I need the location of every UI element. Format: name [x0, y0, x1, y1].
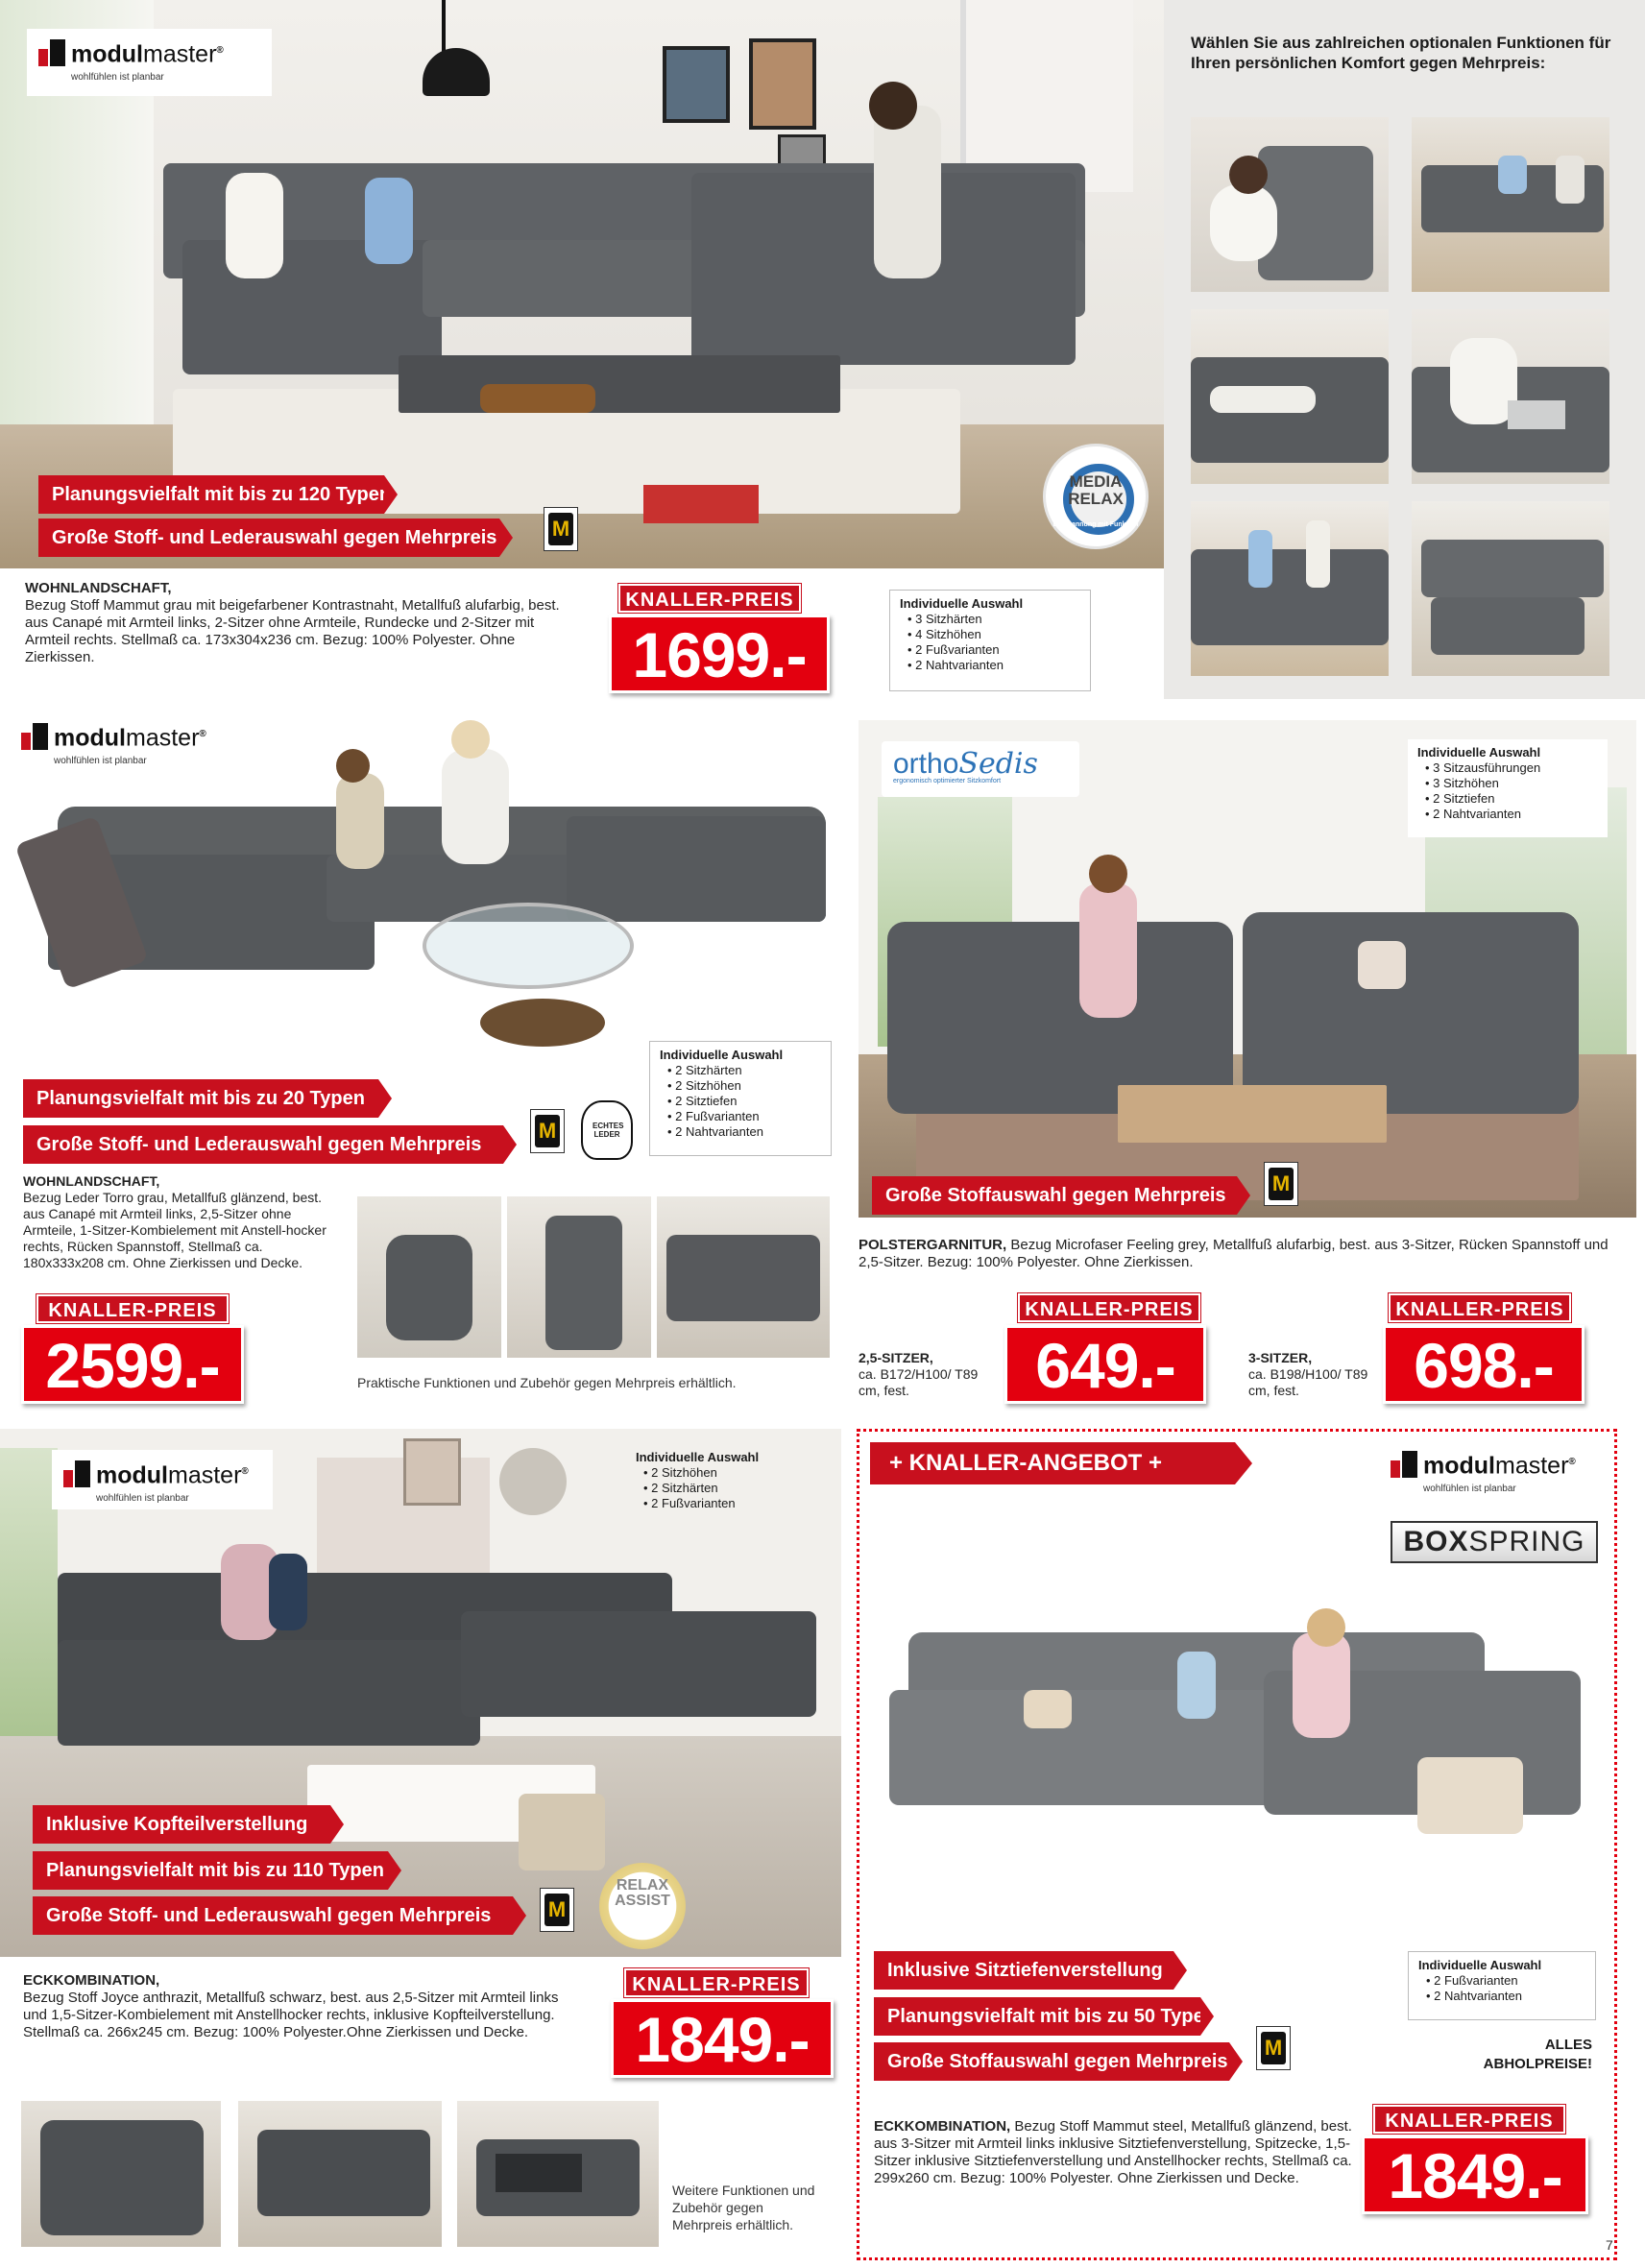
bottom-left-description [23, 1972, 580, 2041]
brand-name-bold: modul [71, 40, 143, 68]
bottom-left-info-item: • 2 Fußvarianten [643, 1496, 809, 1511]
bottom-left-thumb-storage [457, 2101, 659, 2247]
brand-name-light: master [126, 724, 200, 752]
mid-left-price-label: KNALLER-PREIS [36, 1294, 229, 1323]
brand-name-light: master [168, 1461, 242, 1489]
orthosedis-logo [882, 741, 1079, 797]
mid-right-price1-value: 649.- [1004, 1325, 1206, 1404]
leather-badge [581, 1100, 633, 1160]
boxspring-logo [1391, 1521, 1598, 1563]
mid-left-price-value: 2599.- [21, 1325, 244, 1404]
mid-right-description [859, 1237, 1617, 1271]
boxspring-b: SPRING [1468, 1526, 1585, 1557]
orthosedis-logo-b: Sedis [958, 747, 1038, 781]
bottom-right-info-title: Individuelle Auswahl [1418, 1958, 1542, 1972]
mid-right-info-item: • 2 Nahtvarianten [1425, 807, 1598, 822]
brand-registered: ® [216, 45, 224, 56]
modulmaster-mark-icon [21, 723, 48, 750]
option-thumb-family [1191, 501, 1389, 676]
brand-registered: ® [199, 729, 206, 739]
top-price-value: 1699.- [609, 615, 830, 693]
top-info-item: • 2 Nahtvarianten [907, 658, 1080, 673]
bottom-left-bar-3: Große Stoff- und Lederauswahl gegen Mehrpreis [33, 1896, 513, 1935]
top-info-item: • 2 Fußvarianten [907, 642, 1080, 658]
brand-tagline: wohlfühlen ist planbar [96, 1493, 189, 1505]
top-info-box [889, 590, 1091, 691]
option-thumb-table [1412, 309, 1609, 484]
orthosedis-logo-a: ortho [893, 748, 959, 780]
mid-right-item1-desc: ca. B172/H100/ T89 cm, fest. [859, 1366, 979, 1398]
bottom-left-price-label: KNALLER-PREIS [624, 1968, 809, 1997]
bottom-left-info-title: Individuelle Auswahl [636, 1450, 760, 1464]
bottom-left-bar-1: Inklusive Kopfteilverstellung [33, 1805, 330, 1844]
brand-tagline: wohlfühlen ist planbar [71, 72, 164, 84]
modulmaster-logo [27, 29, 272, 96]
mid-left-thumb-back [507, 1196, 651, 1358]
modulmaster-logo [1391, 1450, 1576, 1494]
mid-right-info-box [1408, 739, 1608, 837]
mid-right-price2-label: KNALLER-PREIS [1389, 1293, 1571, 1322]
bottom-right-bar-2: Planungsvielfalt mit bis zu 50 Typen [874, 1997, 1200, 2036]
mid-right-price1-label: KNALLER-PREIS [1018, 1293, 1200, 1322]
modulmaster-mark-icon [38, 39, 65, 66]
mid-right-title: POLSTERGARNITUR, [859, 1237, 1007, 1253]
bottom-left-desc-text: Bezug Stoff Joyce anthrazit, Metallfuß schwarz, best. aus 2,5-Sitzer mit Armteil links und 1,5-Sitzer-Kombielement mit Anstellhocker rechts, inklusive Kopfteilverstellung. Stellmaß ca. 266x245 cm. Bezug: 100% Polyester.Ohne Zierkissen und Decke. [23, 1990, 559, 2040]
bottom-left-info-item: • 2 Sitzhöhen [643, 1465, 809, 1481]
brand-name-light: master [143, 40, 217, 68]
mid-right-item1-title: 2,5-SITZER, [859, 1350, 933, 1365]
top-bar-2: Große Stoff- und Lederauswahl gegen Mehrpreis [38, 519, 499, 557]
option-thumb-recliner [1412, 117, 1609, 292]
option-thumb-ottoman [1412, 501, 1609, 676]
bottom-right-desc-text: Bezug Stoff Mammut steel, Metallfuß glänzend, best. aus 3-Sitzer mit Armteil links inklusive Sitztiefenverstellung, Spitzecke, 1,5-Sitzer inklusive Sitztiefenverstellung und Anstellhocker rechts, Stellmaß ca. 299x260 cm. Bezug: 100% Polyester. Ohne Zierkissen und Decke. [874, 2118, 1352, 2186]
quality-badge: M [530, 1109, 565, 1153]
mid-left-info-box [649, 1041, 832, 1156]
boxspring-a: BOX [1403, 1526, 1469, 1557]
bottom-right-bar-1: Inklusive Sitztiefenverstellung [874, 1951, 1173, 1990]
option-thumb-headrest [1191, 117, 1389, 292]
media-relax-line1: MEDIA [1069, 472, 1123, 491]
brand-name-light: master [1495, 1452, 1569, 1480]
brand-name-bold: modul [96, 1461, 168, 1489]
mid-right-price2-value: 698.- [1383, 1325, 1585, 1404]
mid-left-info-item: • 2 Sitztiefen [667, 1094, 821, 1109]
mid-right-info-item: • 2 Sitztiefen [1425, 791, 1598, 807]
top-bar-1: Planungsvielfalt mit bis zu 120 Typen [38, 475, 384, 514]
media-relax-line2: RELAX [1068, 490, 1124, 508]
bottom-left-thumb-headrest [21, 2101, 221, 2247]
bottom-right-price-value: 1849.- [1362, 2135, 1588, 2214]
page-number: 7 [1606, 2237, 1613, 2253]
option-thumb-relax [1191, 309, 1389, 484]
mid-right-item2-desc: ca. B198/H100/ T89 cm, fest. [1248, 1366, 1368, 1398]
brand-name-bold: modul [54, 724, 126, 752]
relax-assist-line2: ASSIST [615, 1893, 670, 1909]
brand-name-bold: modul [1423, 1452, 1495, 1480]
brand-registered: ® [1568, 1457, 1576, 1467]
quality-badge: M [544, 507, 578, 551]
bottom-left-title: ECKKOMBINATION, [23, 1972, 160, 1989]
quality-badge: M [540, 1888, 574, 1932]
bottom-left-price-value: 1849.- [611, 1999, 834, 2078]
bottom-right-price-label: KNALLER-PREIS [1373, 2105, 1565, 2134]
bottom-left-bar-2: Planungsvielfalt mit bis zu 110 Typen [33, 1851, 388, 1890]
mid-right-info-item: • 3 Sitzhöhen [1425, 776, 1598, 791]
top-info-title: Individuelle Auswahl [900, 596, 1024, 611]
mid-left-caption: Praktische Funktionen und Zubehör gegen Mehrpreis erhältlich. [357, 1375, 737, 1390]
bottom-right-bar-3: Große Stoffauswahl gegen Mehrpreis [874, 2042, 1229, 2081]
modulmaster-mark-icon [1391, 1451, 1417, 1478]
knaller-angebot-banner [870, 1442, 1235, 1484]
media-relax-badge [1043, 444, 1149, 549]
bottom-left-info-box [626, 1444, 818, 1531]
mid-left-info-item: • 2 Nahtvarianten [667, 1124, 821, 1140]
bottom-right-info-box [1408, 1951, 1596, 2020]
bottom-right-title: ECKKOMBINATION, [874, 2118, 1011, 2135]
knaller-angebot-text: + KNALLER-ANGEBOT + [889, 1450, 1163, 1476]
top-price-label: KNALLER-PREIS [618, 584, 801, 613]
bottom-right-sofa-photo [860, 1575, 1613, 1911]
bottom-right-info-item: • 2 Fußvarianten [1426, 1973, 1585, 1989]
quality-badge: M [1256, 2026, 1291, 2070]
bottom-right-info-item: • 2 Nahtvarianten [1426, 1989, 1585, 2004]
mid-right-info-item: • 3 Sitzausführungen [1425, 760, 1598, 776]
brand-tagline: wohlfühlen ist planbar [54, 756, 147, 767]
top-desc-text: Bezug Stoff Mammut grau mit beigefarbener Kontrastnaht, Metallfuß alufarbig, best. aus Canapé mit Armteil links, 2-Sitzer ohne Armteile, Rundecke und 2-Sitzer mit Armteil rechts. Stellmaß ca. 173x304x236 cm. Bezug: 100% Polyester. Ohne Zierkissen. [25, 597, 560, 665]
mid-left-thumb-relax [657, 1196, 830, 1358]
relax-assist-badge [599, 1863, 686, 1949]
mid-left-thumb-headrest [357, 1196, 501, 1358]
quality-badge: M [1264, 1162, 1298, 1206]
top-title: WOHNLANDSCHAFT, [25, 580, 172, 596]
modulmaster-logo [52, 1450, 273, 1509]
top-info-item: • 3 Sitzhärten [907, 612, 1080, 627]
mid-left-desc-text: Bezug Leder Torro grau, Metallfuß glänzend, best. aus Canapé mit Armteil links, 2,5-Sitzer ohne Armteile, 1-Sitzer-Kombielement mit Anstell-hocker rechts, Rücken Spannstoff, Stellmaß ca. 180x333x208 cm. Ohne Zierkissen und Decke. [23, 1190, 327, 1270]
mid-right-item2-title: 3-SITZER, [1248, 1350, 1313, 1365]
orthosedis-logo-sub: ergonomisch optimierter Sitzkomfort [893, 778, 1002, 784]
top-description [25, 580, 563, 666]
mid-right-item2 [1248, 1350, 1383, 1399]
bottom-left-thumb-recliner [238, 2101, 442, 2247]
mid-left-bar-1: Planungsvielfalt mit bis zu 20 Typen [23, 1079, 378, 1118]
mid-left-bar-2: Große Stoff- und Lederauswahl gegen Mehrpreis [23, 1125, 503, 1164]
mid-left-info-item: • 2 Sitzhöhen [667, 1078, 821, 1094]
options-heading: Wählen Sie aus zahlreichen optionalen Funktionen für Ihren persönlichen Komfort gegen Mehrpreis: [1191, 34, 1611, 72]
mid-right-item1 [859, 1350, 993, 1399]
bottom-left-caption: Weitere Funktionen und Zubehör gegen Mehrpreis erhältlich. [672, 2183, 815, 2232]
mid-right-info-title: Individuelle Auswahl [1417, 745, 1541, 760]
media-relax-ring: Entspannung mit Funktion [1052, 521, 1139, 528]
leather-badge-text: ECHTES LEDER [593, 1122, 624, 1139]
mid-right-desc-text: Bezug Microfaser Feeling grey, Metallfuß alufarbig, best. aus 3-Sitzer, Rücken Spannstoff und 2,5-Sitzer. Bezug: 100% Polyester. Ohne Zierkissen. [859, 1237, 1609, 1270]
brand-registered: ® [241, 1466, 249, 1477]
bottom-right-description [874, 2118, 1354, 2187]
mid-left-info-title: Individuelle Auswahl [660, 1048, 784, 1062]
mid-left-description [23, 1173, 340, 1271]
bottom-left-info-item: • 2 Sitzhärten [643, 1481, 809, 1496]
top-info-item: • 4 Sitzhöhen [907, 627, 1080, 642]
mid-left-title: WOHNLANDSCHAFT, [23, 1173, 160, 1189]
relax-assist-line1: RELAX [616, 1877, 669, 1894]
mid-left-info-item: • 2 Sitzhärten [667, 1063, 821, 1078]
modulmaster-logo [21, 722, 206, 766]
mid-right-bar: Große Stoffauswahl gegen Mehrpreis [872, 1176, 1237, 1215]
modulmaster-mark-icon [63, 1460, 90, 1487]
brand-tagline: wohlfühlen ist planbar [1423, 1484, 1516, 1495]
mid-left-info-item: • 2 Fußvarianten [667, 1109, 821, 1124]
pickup-prices-note: ALLES ABHOLPREISE! [1483, 2037, 1592, 2072]
